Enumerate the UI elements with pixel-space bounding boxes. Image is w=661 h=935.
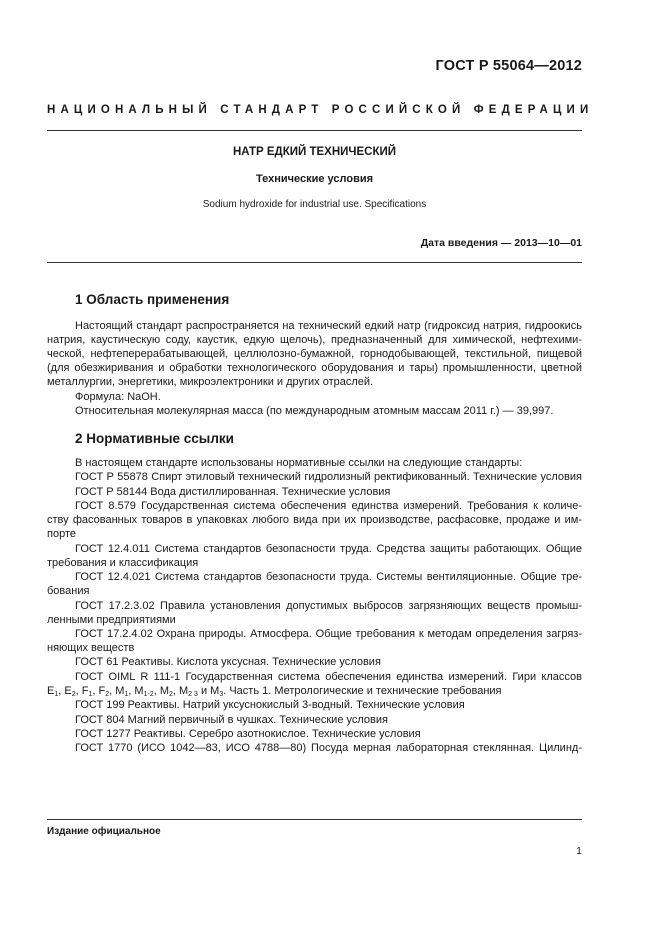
- s2-line: порте: [47, 528, 76, 540]
- s2-line: ству фасованных товаров в упаковках любого вида при их производстве, расфасовке, продаже и им-: [47, 514, 582, 526]
- s2-line: требования и классификация: [47, 557, 199, 569]
- s2-line: ГОСТ 61 Реактивы. Кислота уксусная. Технические условия: [75, 656, 381, 668]
- section-1-heading: 1 Область применения: [75, 292, 230, 307]
- s2-line: ГОСТ 17.2.4.02 Охрана природы. Атмосфера. Общие требования к методам определения загряз-: [75, 628, 582, 640]
- edition-label: Издание официальное: [47, 826, 161, 837]
- english-title: Sodium hydroxide for industrial use. Specifications: [202, 199, 427, 210]
- s2-line: няющих веществ: [47, 642, 135, 654]
- s2-line: В настоящем стандарте использованы нормативные ссылки на следующие стандарты:: [75, 457, 523, 469]
- s2-line: ГОСТ Р 55878 Спирт этиловый технический гидролизный ректификованный. Технические условия: [75, 471, 582, 483]
- s2-line: ГОСТ 12.4.021 Система стандартов безопасности труда. Системы вентиляционные. Общие тре-: [75, 571, 582, 583]
- s2-line: ГОСТ 1770 (ИСО 1042—83, ИСО 4788—80) Посуда мерная лабораторная стеклянная. Цилинд-: [75, 742, 582, 754]
- weight-classes-line: $E_1$, $E_2$, $F_1$, $F_2$, $M_1$, $M_{1-2}$, $M_2$, $M_{2 3}$ и $M_3$. Часть 1. Метрологические и технические требования: [47, 685, 502, 698]
- s1-line: натрия, каустическую соду, каустик, едкую щелочь), предназначенный для химической, нефтехими-: [47, 334, 582, 346]
- s1-line: металлургии, энергетики, микроэлектроники и других отраслей.: [47, 376, 374, 388]
- s2-line: ленными предприятиями: [47, 614, 176, 626]
- effective-date: Дата введения — 2013—10—01: [420, 237, 582, 249]
- s2-line: ГОСТ 8.579 Государственная система обеспечения единства измерений. Требования к количе-: [75, 500, 582, 512]
- document-subtitle: Технические условия: [255, 173, 374, 185]
- s1-line: Относительная молекулярная масса (по международным атомным массам 2011 г.) — 39,997.: [75, 405, 554, 417]
- top-divider: [47, 130, 582, 131]
- s2-line: ГОСТ 1277 Реактивы. Серебро азотнокислое. Технические условия: [75, 728, 421, 740]
- footer-divider: [47, 819, 582, 820]
- s2-line: ГОСТ 17.2.3.02 Правила установления допустимых выбросов загрязняющих веществ промыш-: [75, 600, 582, 612]
- s2-line: ГОСТ 12.4.011 Система стандартов безопасности труда. Средства защиты работающих. Общие: [75, 543, 582, 555]
- section-2-heading: 2 Нормативные ссылки: [75, 431, 234, 446]
- s2-line: ГОСТ Р 58144 Вода дистиллированная. Технические условия: [75, 486, 391, 498]
- document-title: НАТР ЕДКИЙ ТЕХНИЧЕСКИЙ: [232, 146, 397, 158]
- s2-line: бования: [47, 585, 90, 597]
- standard-header: НАЦИОНАЛЬНЫЙ СТАНДАРТ РОССИЙСКОЙ ФЕДЕРАЦИИ: [47, 104, 594, 116]
- s1-line: Формула: NaOH.: [75, 391, 161, 403]
- s2-line: ГОСТ 199 Реактивы. Натрий уксуснокислый 3-водный. Технические условия: [75, 699, 465, 711]
- header-divider: [47, 262, 582, 263]
- page-number: 1: [576, 845, 582, 857]
- s2-line: ГОСТ 804 Магний первичный в чушках. Технические условия: [75, 714, 388, 726]
- s1-line: Настоящий стандарт распространяется на технический едкий натр (гидроксид натрия, гидроокись: [75, 320, 582, 332]
- s1-line: ческой, нефтеперерабатывающей, целлюлозно-бумажной, горнодобывающей, текстильной, пищевой: [47, 348, 582, 360]
- s1-line: (для обезжиривания и обработки технологического оборудования и тары) промышленности, цветной: [47, 362, 582, 374]
- document-code: ГОСТ Р 55064—2012: [435, 58, 582, 74]
- s2-line: ГОСТ OIML R 111-1 Государственная система обеспечения единства измерений. Гири классов: [75, 671, 582, 683]
